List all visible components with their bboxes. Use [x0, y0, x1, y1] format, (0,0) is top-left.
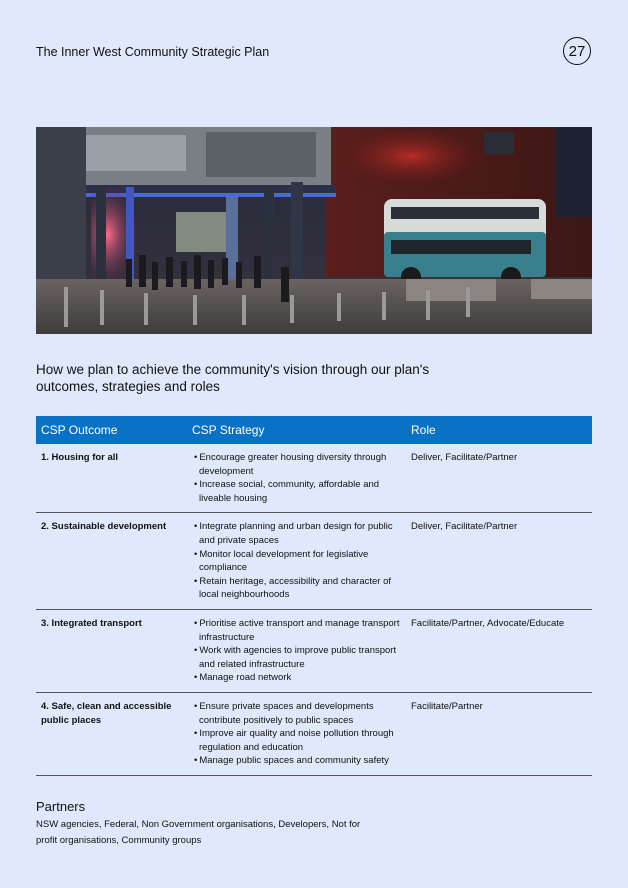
strategy-cell — [187, 513, 406, 610]
strategy-item: • Improve air quality and noise pollution through regulation and education — [192, 727, 401, 754]
table-row — [36, 692, 592, 775]
strategy-item: • Manage public spaces and community safety — [192, 754, 401, 768]
section-heading: How we plan to achieve the community's vision through our plan's outcomes, strategies and roles — [36, 362, 430, 394]
role-cell: Deliver, Facilitate/Partner — [406, 444, 592, 513]
document-title: The Inner West Community Strategic Plan — [36, 45, 270, 59]
column-header-outcome: CSP Outcome — [36, 416, 187, 444]
outcome-cell: 1. Housing for all — [36, 444, 187, 513]
table-row — [36, 444, 592, 513]
strategy-item: • Integrate planning and urban design for public and private spaces — [192, 520, 401, 547]
strategy-cell — [187, 692, 406, 775]
outcome-cell: 2. Sustainable development — [36, 513, 187, 610]
table-row — [36, 609, 592, 692]
street-scene-photo — [36, 127, 592, 334]
strategy-item: • Encourage greater housing diversity through development — [192, 451, 401, 478]
csp-table — [36, 416, 592, 776]
role-cell: Deliver, Facilitate/Partner — [406, 513, 592, 610]
strategy-item: • Monitor local development for legislative compliance — [192, 548, 401, 575]
strategy-item: • Prioritise active transport and manage transport infrastructure — [192, 617, 401, 644]
table-header-row — [36, 416, 592, 444]
role-cell: Facilitate/Partner, Advocate/Educate — [406, 609, 592, 692]
strategy-cell — [187, 609, 406, 692]
column-header-strategy: CSP Strategy — [187, 416, 406, 444]
role-cell: Facilitate/Partner — [406, 692, 592, 775]
column-header-role: Role — [406, 416, 592, 444]
page-number-badge: 27 — [563, 37, 591, 65]
partners-list: NSW agencies, Federal, Non Government organisations, Developers, Not for profit organisations, Community groups — [36, 819, 361, 846]
strategy-cell — [187, 444, 406, 513]
strategy-item: • Work with agencies to improve public transport and related infrastructure — [192, 644, 401, 671]
partners-heading: Partners — [36, 799, 86, 814]
strategy-item: • Increase social, community, affordable and liveable housing — [192, 478, 401, 505]
strategy-item: • Manage road network — [192, 671, 401, 685]
outcome-cell: 4. Safe, clean and accessible public places — [36, 692, 187, 775]
strategy-item: • Ensure private spaces and developments contribute positively to public spaces — [192, 700, 401, 727]
strategy-item: • Retain heritage, accessibility and character of local neighbourhoods — [192, 575, 401, 602]
outcome-cell: 3. Integrated transport — [36, 609, 187, 692]
table-row — [36, 513, 592, 610]
